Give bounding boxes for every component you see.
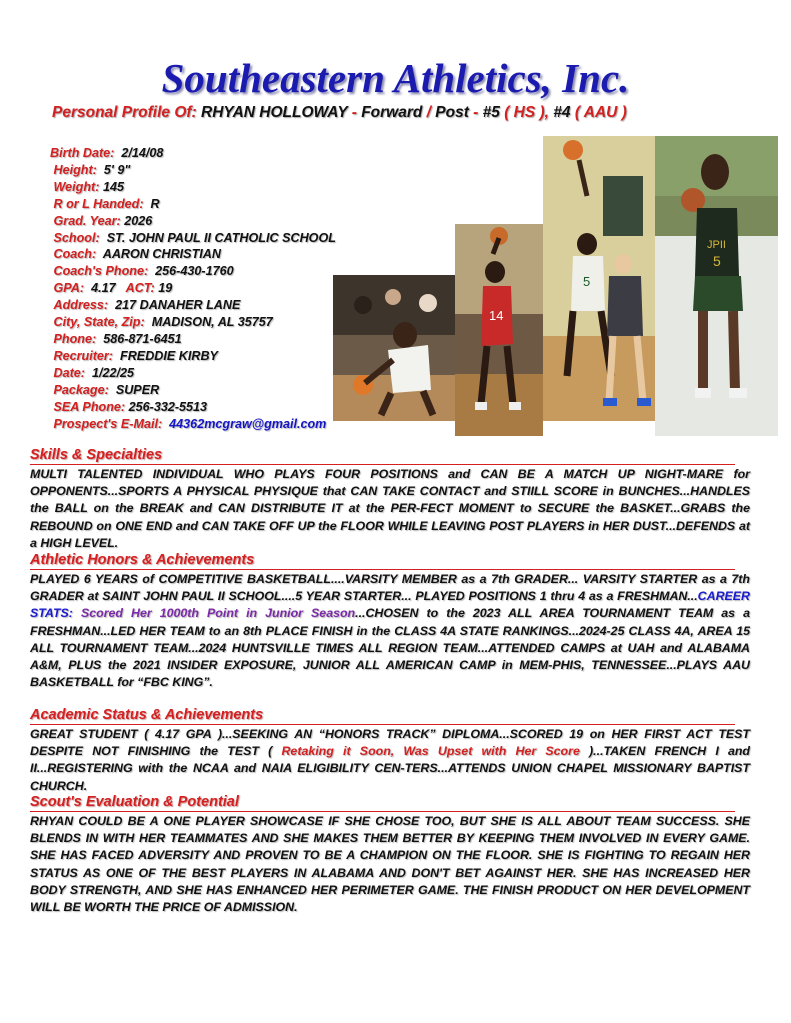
field-label: Recruiter: (53, 348, 113, 363)
field-value: 19 (158, 281, 173, 296)
photo-collage (333, 136, 778, 436)
aau-label: AAU (583, 104, 618, 121)
field-value: 256-430-1760 (155, 264, 234, 279)
field-label: Height: (53, 162, 97, 177)
hs-label: HS (513, 104, 536, 121)
field-label: Date: (53, 365, 85, 380)
subtitle-label: Personal Profile Of: (52, 104, 197, 121)
subtitle-sep: - (347, 104, 362, 121)
field-value: 5' 9" (103, 162, 131, 177)
profile-subtitle (52, 104, 772, 122)
skills-heading: Skills & Specialties (30, 447, 735, 465)
honors-heading: Athletic Honors & Achievements (30, 552, 735, 570)
field-value: 2026 (124, 213, 153, 228)
svg-text:5: 5 (583, 274, 591, 289)
field-label: Coach's Phone: (53, 264, 149, 279)
field-label: SEA Phone: (53, 399, 126, 414)
scout-text: RHYAN COULD BE A ONE PLAYER SHOWCASE IF SHE CHOSE TOO, BUT SHE IS ALL ABOUT TEAM SUCCESS. SHE BLENDS IN WITH HER TEAMMATES AND SHE MAKES THEM BETTER BY KEEPING THEM INVOLVED IN EVERY GAME. SHE HAS FACED ADVERSITY AND PROVEN TO BE A CHAMPION ON THE FLOOR. SHE IS FIGHTING TO REGAIN HER STATUS AS ONE OF THE BEST PLAYERS IN ALABAMA AND DON'T BET AGAINST HER. SHE HAS INCREASED HER BODY STRENGTH, AND SHE HAS ENHANCED HER PERIMETER GAME. THE FINISH PRODUCT ON HER DEVELOPMENT WILL BE WORTH THE PRICE OF ADMISSION. (30, 814, 750, 915)
page-title: Southeastern Athletics, Inc. (161, 55, 630, 101)
hs-number: #5 (482, 104, 500, 121)
svg-text:14: 14 (489, 308, 504, 323)
field-value: FREDDIE KIRBY (120, 348, 218, 363)
svg-text:5: 5 (713, 253, 721, 269)
field-value: 256-332-5513 (128, 399, 208, 414)
field-value: 1/22/25 (92, 365, 135, 380)
svg-text:JPII: JPII (707, 239, 726, 251)
academic-text-part: GREAT STUDENT ( 4.17 GPA )...SEEKING AN “HONORS TRACK” DIPLOMA...SCORED 19 on HER FIRST ACT TEST DESPITE NOT FINISHING the TEST ( (30, 727, 750, 759)
field-label: R or L Handed: (53, 196, 144, 211)
field-label: ACT: (125, 281, 155, 296)
academic-text (30, 726, 750, 795)
photo-driving-layup (333, 275, 455, 421)
field-value: 4.17 (91, 281, 116, 296)
aau-number: #4 (549, 104, 571, 121)
honors-text-part: ...CHOSEN to the 2023 ALL AREA TOURNAMENT TEAM as a FRESHMAN...LED HER TEAM to an 8th PLACE FINISH in the CLASS 4A STATE RANKINGS...2024-25 CLASS 4A, AREA 15 ALL TOURNAMENT TEAM...2024 HUNTSVILLE TIMES ALL REGION TEAM...ATTENDED CAMPS at UAH and ALABAMA A&M, PLUS the 2021 INSIDER EXPOSURE, JUNIOR ALL AMERICAN CAMP in MEM-PHIS, TENNESSEE...PLAYS AAU BASKETBALL for “FBC KING”. (30, 606, 751, 690)
retaking-note: Retaking it Soon, Was Upset with Her Score (281, 744, 580, 759)
field-label: Birth Date: (50, 146, 115, 160)
field-label: School: (53, 230, 100, 245)
career-stats-label: CAREER STATS (30, 589, 750, 621)
academic-heading: Academic Status & Achievements (30, 707, 735, 725)
subtitle-sep: / (422, 104, 436, 121)
field-value: 2/14/08 (121, 146, 164, 160)
prospect-email-link[interactable]: 44362mcgraw@gmail.com (169, 416, 327, 431)
photo-posed-portrait (655, 136, 778, 436)
player-position: Forward (361, 104, 423, 121)
scout-heading: Scout's Evaluation & Potential (30, 794, 735, 812)
field-value: AARON CHRISTIAN (102, 247, 221, 262)
field-label: Phone: (53, 331, 97, 346)
field-value: 586-871-6451 (103, 331, 182, 346)
field-label: City, State, Zip: (53, 315, 145, 330)
honors-text (30, 571, 750, 691)
skills-text: MULTI TALENTED INDIVIDUAL WHO PLAYS FOUR POSITIONS and CAN BE A MATCH UP NIGHT-MARE for OPPONENTS...SPORTS A PHYSICAL PHYSIQUE that CAN TAKE CONTACT and STIILL SCORE in BUNCHES...HANDLES the BALL on the BREAK and CAN DISTRIBUTE IT at the PER-FECT MOMENT to SECURE the BASKET...GRABS the REBOUND on ONE END and CAN TAKE OFF UP the FLOOR WHILE LEAVING POST PLAYERS in HER DUST...DEFENDS at a HIGH LEVEL. (30, 467, 750, 550)
honors-text-part: PLAYED 6 YEARS of COMPETITIVE BASKETBALL....VARSITY MEMBER as a 7th GRADER... VARSITY STARTER as a 7th GRADER at SAINT JOHN PAUL II SCHOOL....5 YEAR STARTER... PLAYED POSITIONS 1 thru 4 as a FRESHMAN... (30, 572, 750, 604)
subtitle-sep: - (468, 104, 483, 121)
photo-jump-shot-defender (543, 136, 655, 421)
subtitle-sep: ), (535, 104, 549, 121)
field-value: 217 DANAHER LANE (115, 298, 241, 313)
field-label: Package: (53, 382, 109, 397)
field-value: 145 (102, 179, 124, 194)
career-stats-text: Scored Her 1000th Point in Junior Season (80, 606, 356, 621)
field-value: SUPER (115, 382, 160, 397)
field-value: ST. JOHN PAUL II CATHOLIC SCHOOL (106, 230, 336, 245)
player-position2: Post (435, 104, 469, 121)
subtitle-sep: ( (570, 104, 584, 121)
field-label: Grad. Year: (53, 213, 121, 228)
field-label: Prospect's E-Mail: (53, 416, 163, 431)
field-label: Coach: (53, 247, 97, 262)
field-value: R (150, 196, 160, 211)
field-label: Weight: (53, 179, 100, 194)
player-name: RHYAN HOLLOWAY (201, 104, 348, 121)
field-value: MADISON, AL 35757 (151, 315, 273, 330)
field-label: Address: (53, 298, 109, 313)
academic-text-part: )...TAKEN FRENCH I and II...REGISTERING with the NCAA and NAIA ELIGIBILITY CEN-TERS...ATTENDS UNION CHAPEL MISSIONARY BAPTIST CHURCH. (30, 744, 751, 793)
subtitle-sep: ( (499, 104, 514, 121)
field-label: GPA: (53, 281, 85, 296)
subtitle-sep: ) (617, 104, 627, 121)
photo-red-jersey-shot (455, 224, 543, 436)
career-stats-colon: : (68, 606, 81, 621)
